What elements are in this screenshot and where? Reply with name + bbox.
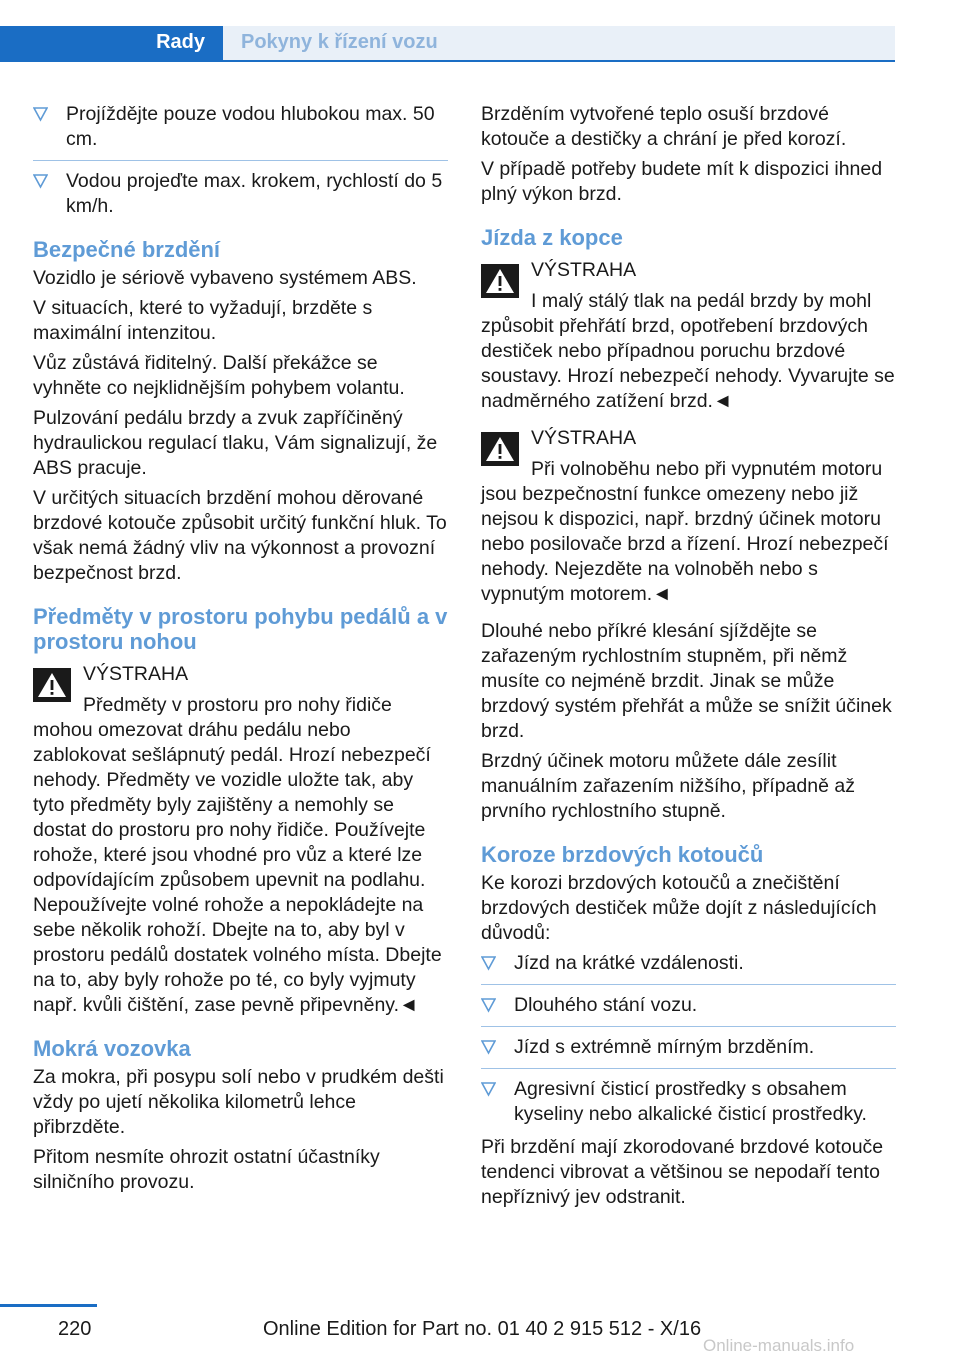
paragraph: V situacích, které to vyžadují, brzděte s maximální intenzitou. <box>33 297 373 344</box>
list-item: Jízd na krátké vzdálenosti. <box>481 951 896 976</box>
page-header <box>0 0 895 62</box>
section-heading-wet-road: Mokrá vozovka <box>33 1036 191 1061</box>
warning-icon <box>481 432 519 466</box>
edition-note: Online Edition for Part no. 01 40 2 915 512 - X/16 <box>263 1318 702 1340</box>
list-divider <box>481 1026 896 1027</box>
warning-title: VÝSTRAHA <box>83 663 189 685</box>
right-column <box>481 102 896 1215</box>
header-section-tab <box>0 26 223 62</box>
section-heading-pedals: Předměty v prostoru pohybu pedálů a v prostoru nohou <box>33 604 448 654</box>
left-column <box>33 102 448 1200</box>
triangle-bullet-icon <box>481 1081 496 1097</box>
list-item: Vodou projeďte max. krokem, rychlostí do 5 km/h. <box>33 169 448 219</box>
triangle-bullet-icon <box>481 955 496 971</box>
header-rule <box>0 60 895 62</box>
warning-title: VÝSTRAHA <box>531 259 637 281</box>
watermark-site: Online-manuals.info <box>703 1336 855 1355</box>
list-divider <box>481 1068 896 1069</box>
warning-text: Při volnoběhu nebo při vypnutém motoru jsou bezpečnostní funkce omezeny nebo již nejsou k dispozici, např. brzdný účinek motoru nebo posilovače brzd a řízení. Hrozí nebezpečí nehody. Nejezděte na volnoběh nebo s vypnutým motorem.◄ <box>481 458 889 605</box>
footer-rule <box>0 1304 97 1307</box>
warning-block <box>33 662 448 1018</box>
water-bullets <box>33 102 448 219</box>
paragraph: Pulzování pedálu brzdy a zvuk zapříčiněný hydraulickou regulací tlaku, Vám signalizují, že ABS pracuje. <box>33 407 438 479</box>
warning-icon <box>481 264 519 298</box>
paragraph: Brzděním vytvořené teplo osuší brzdové kotouče a destičky a chrání je před korozí. <box>481 103 847 150</box>
triangle-bullet-icon <box>33 106 48 122</box>
list-item: Projíždějte pouze vodou hlubokou max. 50 cm. <box>33 102 448 152</box>
corrosion-bullets <box>481 951 896 1127</box>
list-item: Jízd s extrémně mírným brzděním. <box>481 1035 896 1060</box>
warning-title: VÝSTRAHA <box>531 427 637 449</box>
warning-block <box>481 258 896 414</box>
paragraph: V určitých situacích brzdění mohou děrované brzdové kotouče způsobit určitý funkční hluk. To však nemá žádný vliv na výkonnost a provozní bezpečnost brzd. <box>33 487 447 584</box>
triangle-bullet-icon <box>481 1039 496 1055</box>
warning-text: I malý stálý tlak na pedál brzdy by mohl způsobit přehřátí brzd, opotřebení brzdových destiček nebo případnou poruchu brzdové soustavy. Hrozí nebezpečí nehody. Vyvarujte se nadměrného zatížení brzd.◄ <box>481 290 895 412</box>
warning-icon <box>33 668 71 702</box>
list-divider <box>481 984 896 985</box>
warning-text: Předměty v prostoru pro nohy řidiče mohou omezovat dráhu pedálu nebo zablokovat sešlápnutý pedál. Hrozí nebezpečí nehody. Předměty ve vozidle uložte tak, aby tyto předměty byly zajištěny a nemohly se dostat do prostoru pro nohy řidiče. Používejte rohože, které jsou vhodné pro vůz a které lze odpovídajícím způsobem upevnit na podlahu. Nepoužívejte volné rohože a nepokládejte na sebe několik rohoží. Dbejte na to, aby byl v prostoru pedálů dostatek volného místa. Dbejte na to, aby byly rohože po té, co byly vyjmuty např. kvůli čištění, zase pevně připevněny.◄ <box>33 694 442 1016</box>
header-chapter-label: Pokyny k řízení vozu <box>241 31 438 53</box>
triangle-bullet-icon <box>33 173 48 189</box>
section-heading-corrosion: Koroze brzdových kotoučů <box>481 842 764 867</box>
warning-block <box>481 426 896 607</box>
paragraph: Vůz zůstává řiditelný. Další překážce se vyhněte co nejklidnějším pohybem volantu. <box>33 352 405 399</box>
header-section-label: Rady <box>156 31 205 53</box>
list-item: Agresivní čisticí prostředky s obsahem kyseliny nebo alkalické čisticí prostředky. <box>481 1077 896 1127</box>
page-number: 220 <box>58 1318 92 1340</box>
triangle-bullet-icon <box>481 997 496 1013</box>
paragraph: Přitom nesmíte ohrozit ostatní účastníky silničního provozu. <box>33 1146 380 1193</box>
paragraph: Ke korozi brzdových kotoučů a znečištění brzdových destiček může dojít z následujících důvodů: <box>481 872 877 944</box>
paragraph: Vozidlo je sériově vybaveno systémem ABS. <box>33 267 417 289</box>
paragraph: Při brzdění mají zkorodované brzdové kotouče tendenci vibrovat a většinou se nepodaří tento nepříznivý jev odstranit. <box>481 1136 884 1208</box>
section-heading-braking: Bezpečné brzdění <box>33 237 221 262</box>
list-item: Dlouhého stání vozu. <box>481 993 896 1018</box>
paragraph: Brzdný účinek motoru můžete dále zesílit manuálním zařazením nižšího, případně až prvního rychlostního stupně. <box>481 750 855 822</box>
paragraph: Za mokra, při posypu solí nebo v prudkém dešti vždy po ujetí několika kilometrů lehce přibrzděte. <box>33 1066 444 1138</box>
paragraph: Dlouhé nebo příkré klesání sjíždějte se zařazeným rychlostním stupněm, při němž musíte co nejméně brzdit. Jinak se může brzdový systém přehřát a může se snížit účinek brzd. <box>481 620 892 742</box>
paragraph: V případě potřeby budete mít k dispozici ihned plný výkon brzd. <box>481 158 883 205</box>
header-chapter-tab <box>223 26 895 62</box>
list-divider <box>33 160 448 161</box>
section-heading-downhill: Jízda z kopce <box>481 225 623 250</box>
